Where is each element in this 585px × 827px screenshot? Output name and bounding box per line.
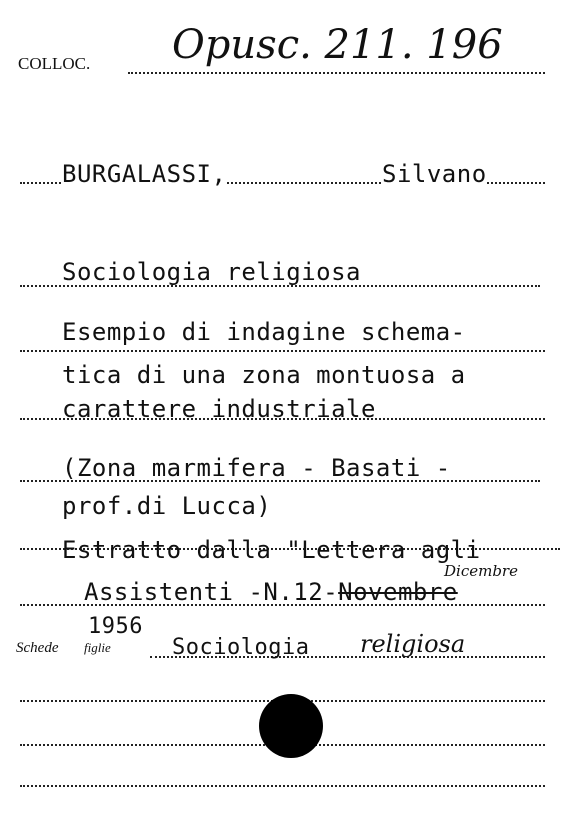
title-line: carattere industriale — [62, 395, 376, 423]
colloc-line — [128, 72, 545, 74]
handwritten-correction: Dicembre — [444, 562, 518, 580]
author-surname: BURGALASSI, — [62, 160, 227, 188]
note-line: (Zona marmifera - Basati - — [62, 454, 451, 482]
extract-line: Assistenti -N.12-Novembre — [84, 578, 458, 606]
author-firstname: Silvano — [382, 160, 487, 188]
title-line: Esempio di indagine schema- — [62, 318, 466, 346]
schede-value-typed: Sociologia — [172, 635, 310, 660]
punch-hole — [259, 694, 323, 758]
schede-label: Schede — [16, 640, 59, 656]
extract-line: Estratto dalla "Lettera agli — [62, 536, 481, 564]
year-text: 1956 — [88, 614, 143, 639]
colloc-value: Opusc. 211. 196 — [172, 22, 503, 68]
title-line-1 — [20, 350, 545, 352]
schede-value-hand: religiosa — [360, 630, 466, 658]
subject-text: Sociologia religiosa — [62, 258, 361, 286]
figlie-label: figlie — [84, 640, 111, 655]
colloc-label: COLLOC. — [18, 54, 91, 73]
title-line: tica di una zona montuosa a — [62, 361, 466, 389]
struck-month: Novembre — [338, 578, 458, 606]
blank-line — [20, 785, 545, 787]
note-line: prof.di Lucca) — [62, 492, 272, 520]
